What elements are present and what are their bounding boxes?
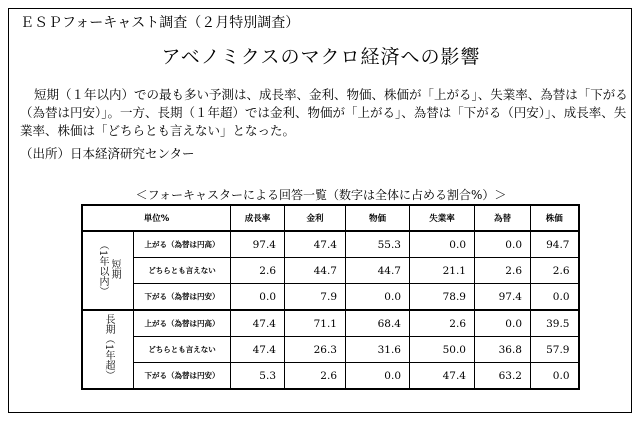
table-cell: 0.0 <box>346 284 410 311</box>
row-label: 上がる（為替は円高） <box>134 231 231 258</box>
row-label: どちらとも言えない <box>134 258 231 284</box>
column-header: 株価 <box>531 205 579 231</box>
table-cell: 0.0 <box>531 363 579 390</box>
table-cell: 44.7 <box>285 258 346 284</box>
table-cell: 0.0 <box>475 310 531 337</box>
source-note: （出所）日本経済研究センター <box>20 146 195 161</box>
table-row <box>82 258 579 284</box>
group-period: （1年超） <box>103 334 114 381</box>
table-header-row <box>82 205 579 231</box>
table-cell: 36.8 <box>475 337 531 363</box>
table-cell: 63.2 <box>475 363 531 390</box>
column-header: 成長率 <box>231 205 285 231</box>
table-cell: 68.4 <box>346 310 410 337</box>
table-cell: 55.3 <box>346 231 410 258</box>
column-header: 失業率 <box>410 205 475 231</box>
table-cell: 78.9 <box>410 284 475 311</box>
table-cell: 5.3 <box>231 363 285 390</box>
table-cell: 31.6 <box>346 337 410 363</box>
table-cell: 71.1 <box>285 310 346 337</box>
table-cell: 0.0 <box>231 284 285 311</box>
group-name: 長期 <box>103 314 114 335</box>
group-name: 短期 <box>109 258 120 279</box>
table-cell: 2.6 <box>475 258 531 284</box>
column-header: 物価 <box>346 205 410 231</box>
table-cell: 39.5 <box>531 310 579 337</box>
table-cell: 2.6 <box>531 258 579 284</box>
document-title: アベノミクスのマクロ経済への影響 <box>161 46 481 68</box>
unit-label: 単位% <box>82 205 231 231</box>
table-cell: 47.4 <box>410 363 475 390</box>
table-caption: ＜フォーキャスターによる回答一覧（数字は全体に占める割合%）＞ <box>135 188 507 202</box>
table-cell: 2.6 <box>285 363 346 390</box>
table-cell: 47.4 <box>231 337 285 363</box>
table-row <box>82 363 579 390</box>
table-cell: 0.0 <box>531 284 579 311</box>
table-cell: 47.4 <box>231 310 285 337</box>
group-label-text <box>96 231 120 306</box>
table-row <box>82 284 579 311</box>
document-header: ＥＳＰフォーキャスト調査（２月特別調査） <box>20 15 300 31</box>
table-cell: 0.0 <box>410 231 475 258</box>
table-cell: 94.7 <box>531 231 579 258</box>
table-row <box>82 310 579 337</box>
table-cell: 0.0 <box>346 363 410 390</box>
group-label <box>82 310 134 389</box>
table-cell: 97.4 <box>231 231 285 258</box>
table-cell: 26.3 <box>285 337 346 363</box>
column-header: 金利 <box>285 205 346 231</box>
table-cell: 50.0 <box>410 337 475 363</box>
table-cell: 47.4 <box>285 231 346 258</box>
table-cell: 2.6 <box>231 258 285 284</box>
table-cell: 44.7 <box>346 258 410 284</box>
table-cell: 97.4 <box>475 284 531 311</box>
forecast-table <box>81 204 580 390</box>
table-cell: 21.1 <box>410 258 475 284</box>
row-label: 上がる（為替は円高） <box>134 310 231 337</box>
table-row <box>82 231 579 258</box>
group-label-text <box>102 314 114 380</box>
table-cell: 0.0 <box>475 231 531 258</box>
row-label: 下がる（為替は円安） <box>134 284 231 311</box>
row-label: どちらとも言えない <box>134 337 231 363</box>
table-row <box>82 337 579 363</box>
table-cell: 7.9 <box>285 284 346 311</box>
column-header: 為替 <box>475 205 531 231</box>
row-label: 下がる（為替は円安） <box>134 363 231 390</box>
group-label <box>82 231 134 310</box>
table-cell: 2.6 <box>410 310 475 337</box>
group-period: （1年以内） <box>97 240 108 297</box>
table-cell: 57.9 <box>531 337 579 363</box>
summary-paragraph: 短期（１年以内）での最も多い予測は、成長率、金利、物価、株価が「上がる」、失業率、為替は「下がる（為替は円安）」。一方、長期（１年超）では金利、物価が「上がる」、為替は「下がる（円安）」、成長率、失業率、株価は「どちらとも言えない」となった。 <box>20 87 628 138</box>
